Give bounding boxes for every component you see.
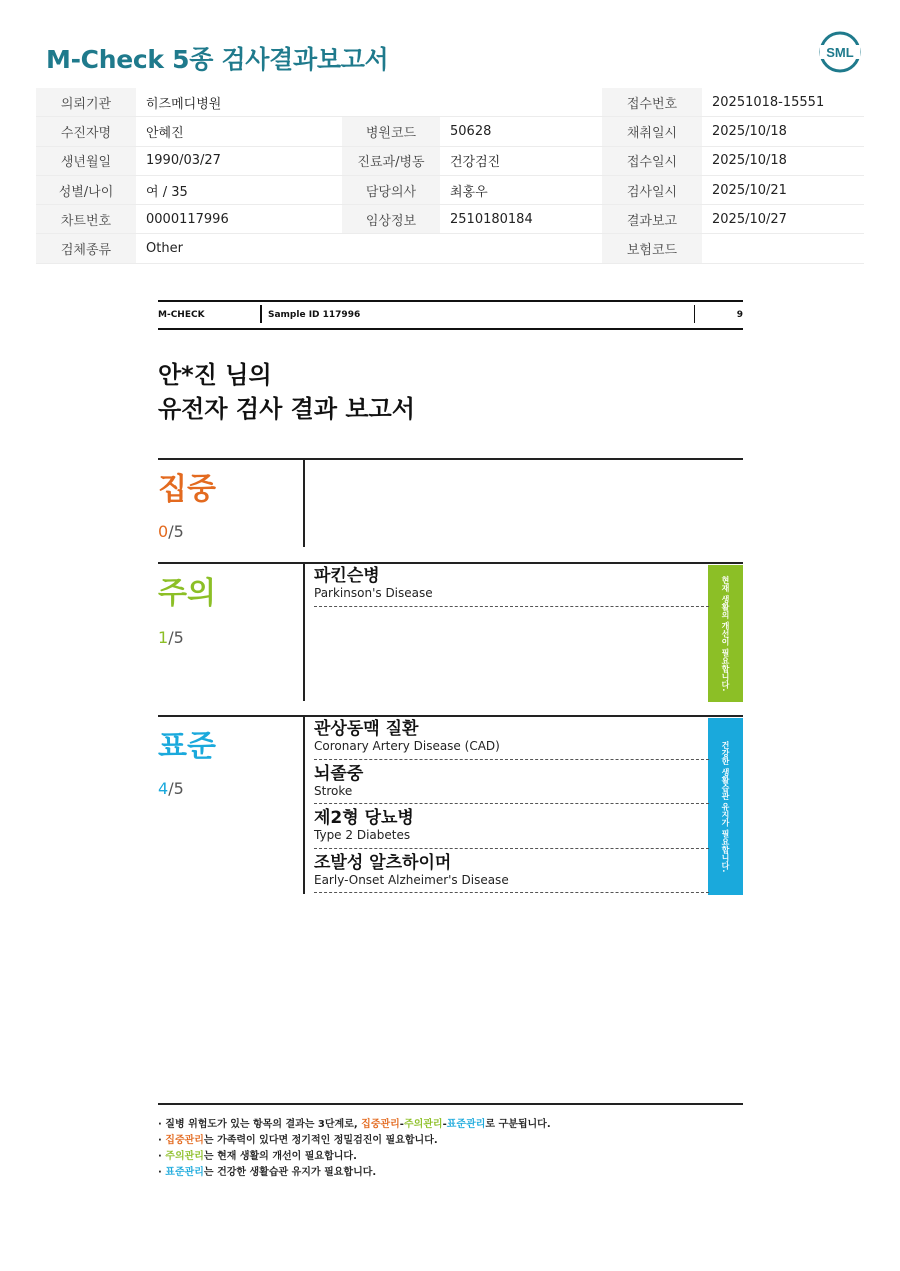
info-row <box>36 205 864 234</box>
disease-name-ko: 제2형 당뇨병 <box>314 808 414 828</box>
section-divider <box>303 458 305 547</box>
sample-id: Sample ID 117996 <box>260 305 360 323</box>
info-row <box>36 234 864 263</box>
info-value: 건강검진 <box>440 146 602 175</box>
logo-text: SML <box>826 45 854 60</box>
bullet-mark: · <box>158 1151 166 1162</box>
sml-logo <box>818 30 862 74</box>
info-value: 여 / 35 <box>136 175 342 204</box>
count-total: /5 <box>168 779 184 798</box>
count-total: /5 <box>168 522 184 541</box>
info-row <box>36 175 864 204</box>
info-label <box>342 88 440 117</box>
report-brand: M-CHECK <box>158 310 205 320</box>
page-number: 9 <box>736 310 743 320</box>
disease-name-en: Early-Onset Alzheimer's Disease <box>314 872 509 887</box>
heading-line-2: 유전자 검사 결과 보고서 <box>158 395 415 423</box>
info-row <box>36 146 864 175</box>
bullet-mark: · <box>158 1167 166 1178</box>
info-label: 성별/나이 <box>36 175 136 204</box>
footnote-text: 는 현재 생활의 개선이 필요합니다. <box>203 1151 357 1162</box>
count-value: 0 <box>158 522 169 541</box>
disease-item <box>314 719 709 760</box>
disease-name-ko: 조발성 알츠하이머 <box>314 852 452 873</box>
disease-item <box>314 853 709 894</box>
footnote-line <box>158 1117 743 1133</box>
info-label: 검체종류 <box>36 234 136 263</box>
section-count <box>158 522 184 541</box>
footnote-line <box>158 1133 743 1149</box>
disease-item <box>314 808 709 849</box>
footnote-highlight: 집중관리 <box>165 1135 204 1146</box>
bullet-mark: · <box>158 1135 166 1146</box>
info-label: 채취일시 <box>602 117 702 146</box>
info-value <box>440 88 602 117</box>
info-label: 생년월일 <box>36 146 136 175</box>
info-value: 20251018-15551 <box>702 88 864 117</box>
bullet-mark: · <box>158 1119 166 1130</box>
info-value: 0000117996 <box>136 205 342 234</box>
info-value: 50628 <box>440 117 602 146</box>
footnote-text: 로 구분됩니다. <box>485 1119 551 1130</box>
footnote-highlight: 표준관리 <box>446 1119 486 1130</box>
info-label: 결과보고 <box>602 205 702 234</box>
info-value: 2025/10/18 <box>702 117 864 146</box>
disease-item <box>314 764 709 805</box>
info-value: 히즈메디병원 <box>136 88 342 117</box>
footnote-line <box>158 1149 743 1165</box>
info-value: Other <box>136 234 342 263</box>
info-row <box>36 88 864 117</box>
info-label: 접수일시 <box>602 146 702 175</box>
disease-name-ko: 관상동맥 질환 <box>314 719 419 739</box>
risk-section <box>158 562 743 702</box>
info-label: 보험코드 <box>602 234 702 263</box>
info-label: 검사일시 <box>602 175 702 204</box>
info-label: 의뢰기관 <box>36 88 136 117</box>
section-label: 주의 <box>158 576 216 611</box>
info-label: 담당의사 <box>342 175 440 204</box>
info-value: 2510180184 <box>440 205 602 234</box>
section-rule <box>158 562 743 564</box>
footnote-highlight: 주의관리 <box>165 1151 204 1162</box>
info-value: 2025/10/18 <box>702 146 864 175</box>
risk-section <box>158 458 743 548</box>
count-total: /5 <box>168 628 184 647</box>
disease-name-ko: 뇌졸중 <box>314 763 364 784</box>
footnote-text: - <box>442 1119 447 1130</box>
info-label: 임상정보 <box>342 205 440 234</box>
info-value <box>702 234 864 263</box>
disease-name-en: Parkinson's Disease <box>314 586 433 600</box>
footnote-highlight: 표준관리 <box>165 1167 204 1178</box>
section-label: 집중 <box>158 472 216 507</box>
footnote-highlight: 주의관리 <box>403 1119 443 1130</box>
report-heading <box>158 358 415 426</box>
footnote-text: 는 건강한 생활습관 유지가 필요합니다. <box>203 1167 377 1178</box>
risk-section <box>158 715 743 895</box>
section-count <box>158 779 184 798</box>
section-count <box>158 628 184 647</box>
info-value: 안혜진 <box>136 117 342 146</box>
section-label: 표준 <box>158 729 216 764</box>
section-divider <box>303 562 305 701</box>
count-value: 1 <box>158 628 169 647</box>
footnotes <box>158 1103 743 1181</box>
info-label: 차트번호 <box>36 205 136 234</box>
footnote-highlight: 집중관리 <box>361 1119 400 1130</box>
disease-name-ko: 파킨슨병 <box>314 566 380 586</box>
info-value: 2025/10/27 <box>702 205 864 234</box>
report-header <box>158 300 743 330</box>
heading-line-1: 안*진 님의 <box>158 361 272 389</box>
section-rule <box>158 715 743 717</box>
info-row <box>36 117 864 146</box>
disease-name-en: Type 2 Diabetes <box>314 828 411 842</box>
footnote-text: - <box>399 1119 404 1130</box>
section-note-bar: 건강한 생활습관 유지가 필요합니다. <box>708 718 743 895</box>
info-label: 접수번호 <box>602 88 702 117</box>
section-divider <box>303 715 305 894</box>
info-label: 병원코드 <box>342 117 440 146</box>
info-value: 1990/03/27 <box>136 146 342 175</box>
disease-name-en: Coronary Artery Disease (CAD) <box>314 739 500 753</box>
footnote-line <box>158 1165 743 1181</box>
section-note-bar: 현재 생활의 개선이 필요합니다. <box>708 565 743 702</box>
info-value: 최홍우 <box>440 175 602 204</box>
footnote-text: 질병 위험도가 있는 항목의 결과는 3단계로, <box>165 1119 362 1130</box>
disease-item <box>314 566 709 607</box>
footnote-text: 는 가족력이 있다면 정기적인 정밀검진이 필요합니다. <box>203 1135 438 1146</box>
info-value: 2025/10/21 <box>702 175 864 204</box>
info-value <box>440 234 602 263</box>
page-title: M-Check 5종 검사결과보고서 <box>46 45 389 74</box>
info-label: 수진자명 <box>36 117 136 146</box>
info-label <box>342 234 440 263</box>
disease-name-en: Stroke <box>314 783 353 798</box>
header-divider <box>694 305 695 323</box>
patient-info-table <box>36 88 864 264</box>
count-value: 4 <box>158 779 169 798</box>
section-rule <box>158 458 743 460</box>
info-label: 진료과/병동 <box>342 146 440 175</box>
